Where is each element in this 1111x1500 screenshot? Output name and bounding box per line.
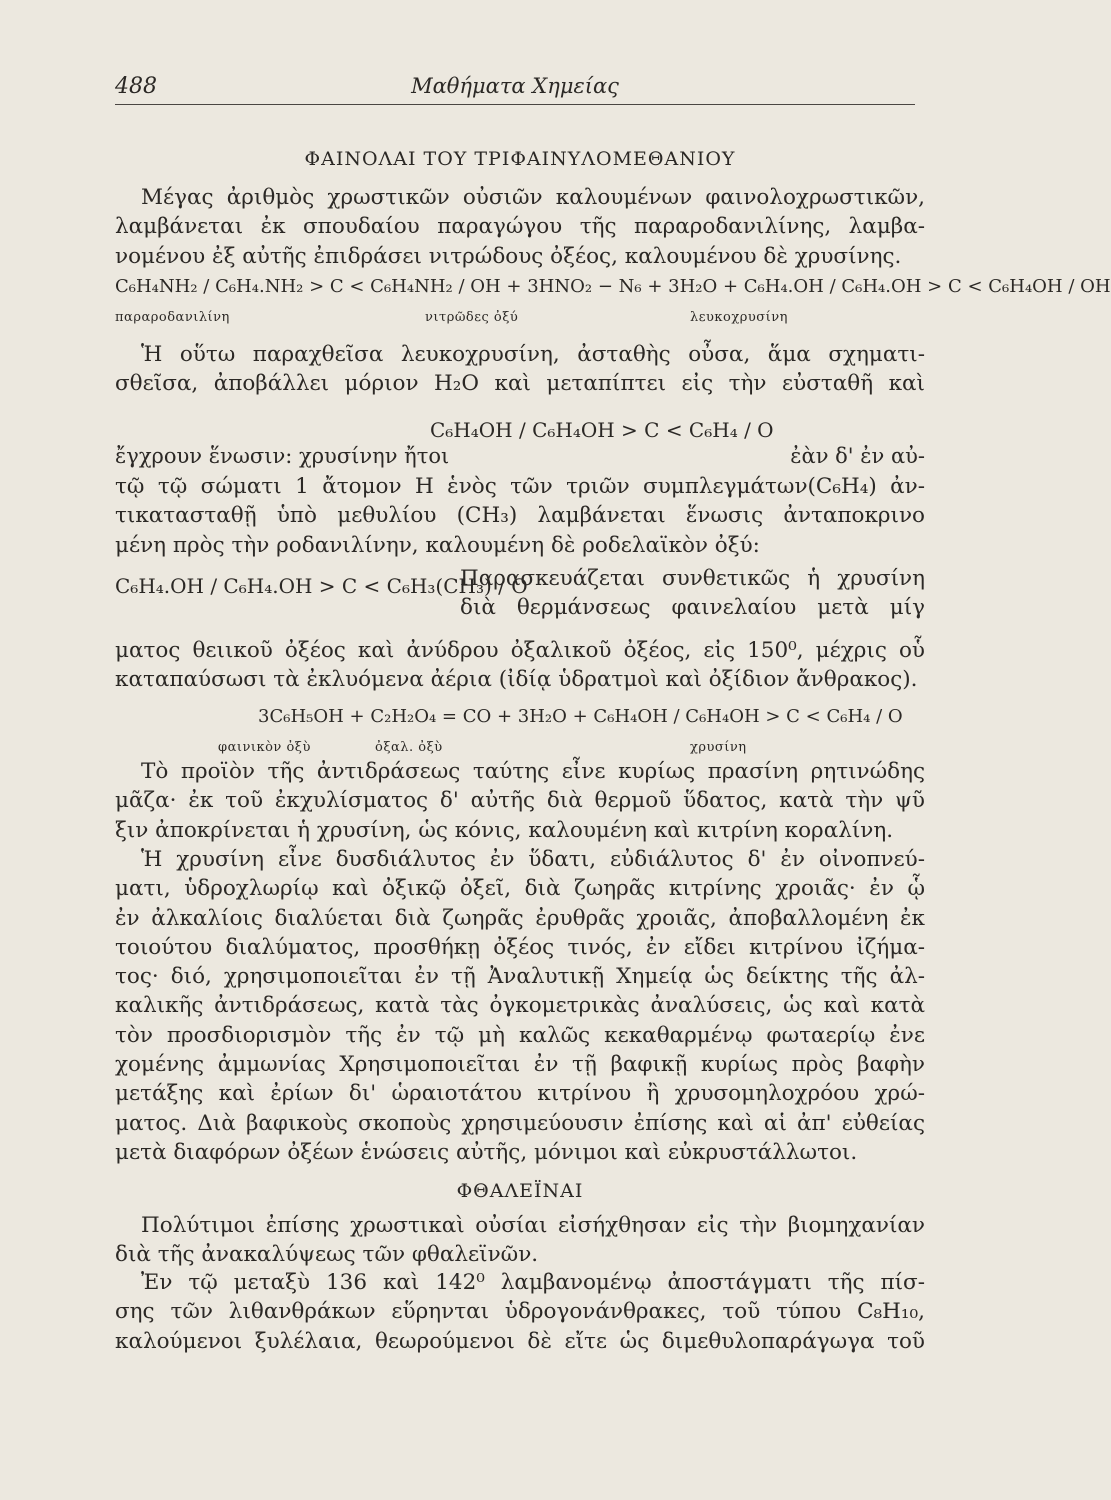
paragraph-leucochrysine bbox=[115, 340, 925, 399]
text-line: Πολύτιμοι ἐπίσης χρωστικαὶ οὐσίαι εἰσήχθησαν εἰς τὴν βιομηχανίαν bbox=[141, 1213, 925, 1238]
formula-label-leucochrysine: λευκοχρυσίνη bbox=[690, 310, 788, 325]
page-number: 488 bbox=[115, 74, 157, 99]
paragraph-properties bbox=[115, 845, 925, 1167]
text-line: ἐν ἀλκαλίοις διαλύεται διὰ ζωηρᾶς ἐρυθρᾶς χροιᾶς, ἀποβαλλομένη ἐκ bbox=[115, 905, 925, 931]
text-line: νομένου ἐξ αὐτῆς ἐπιδράσει νιτρώδους ὀξέος, καλουμένου δὲ χρυσίνης. bbox=[115, 243, 902, 269]
text-line: μετάξης καὶ ἐρίων δι' ὡραιοτάτου κιτρίνου ἢ χρυσομηλοχρόου χρώ- bbox=[115, 1081, 925, 1107]
paragraph-xylenes bbox=[115, 1268, 925, 1356]
text-line: ματος. Διὰ βαφικοὺς σκοποὺς χρησιμεύουσιν ἐπίσης καὶ αἱ ἀπ' εὐθείας bbox=[115, 1110, 925, 1136]
text-line: Παρασκευάζεται συνθετικῶς ἡ χρυσίνη bbox=[460, 566, 925, 591]
paragraph-product bbox=[115, 757, 925, 845]
section-heading-phthaleins: ΦΘΑΛΕΪΝΑΙ bbox=[456, 1180, 584, 1202]
text-line: ματι, ὑδροχλωρίῳ καὶ ὀξικῷ ὀξεῖ, διὰ ζωηρᾶς κιτρίνης χροιᾶς· ἐν ᾧ bbox=[115, 876, 925, 902]
section-heading-phenols: ΦΑΙΝΟΛΑΙ ΤΟΥ ΤΡΙΦΑΙΝΥΛΟΜΕΘΑΝΙΟΥ bbox=[304, 148, 736, 170]
text-line: μᾶζα· ἐκ τοῦ ἐκχυλίσματος δ' αὐτῆς διὰ θερμοῦ ὕδατος, κατὰ τὴν ψῦ bbox=[115, 788, 925, 814]
text-line: Μέγας ἀριθμὸς χρωστικῶν οὐσιῶν καλουμένων φαινολοχρωστικῶν, bbox=[141, 185, 925, 210]
text-line: Ἐν τῷ μεταξὺ 136 καὶ 142⁰ λαμβανομένῳ ἀποστάγματι τῆς πίσ- bbox=[141, 1270, 925, 1295]
text-line: σθεῖσα, ἀποβάλλει μόριον H₂O καὶ μεταπίπτει εἰς τὴν εὐσταθῆ καὶ bbox=[115, 371, 925, 397]
text-line: καλικῆς ἀντιδράσεως, κατὰ τὰς ὀγκομετρικὰς ἀναλύσεις, ὡς καὶ κατὰ bbox=[115, 993, 925, 1019]
paragraph-intro bbox=[115, 183, 925, 271]
paragraph-synthesis bbox=[115, 636, 925, 695]
text-line: σης τῶν λιθανθράκων εὕρηνται ὑδρογονάνθρακες, τοῦ τύπου C₈H₁₀, bbox=[115, 1299, 925, 1325]
paragraph-methyl-substitution bbox=[115, 472, 925, 560]
text-line: τοιούτου διαλύματος, προσθήκῃ ὀξέος τινός, ἐν εἴδει κιτρίνου ἰζήμα- bbox=[115, 934, 925, 960]
text-line: τὸν προσδιορισμὸν τῆς ἐν τῷ μὴ καλῶς κεκαθαρμένῳ φωταερίῳ ἐνε bbox=[115, 1022, 925, 1048]
text-line-continuation: ἐὰν δ' ἐν αὐ- bbox=[790, 444, 925, 468]
rosolic-acid-formula: C₆H₄.OH / C₆H₄.OH > C < C₆H₃(CH₃) / O bbox=[115, 574, 528, 598]
text-line: τικατασταθῇ ὑπὸ μεθυλίου (CH₃) λαμβάνεται ἕνωσις ἀνταποκρινο bbox=[115, 503, 925, 529]
formula-label-pararosaniline: παραροδανιλίνη bbox=[115, 310, 230, 325]
text-line: Ἡ χρυσίνη εἶνε δυσδιάλυτος ἐν ὕδατι, εὐδιάλυτος δ' ἐν οἰνοπνεύ- bbox=[141, 847, 925, 872]
text-line: καλούμενοι ξυλέλαια, θεωρούμενοι δὲ εἴτε ὡς διμεθυλοπαράγωγα τοῦ bbox=[115, 1328, 925, 1354]
text-line: μένη πρὸς τὴν ροδανιλίνην, καλουμένη δὲ ροδελαϊκὸν ὀξύ: bbox=[115, 532, 760, 558]
text-line: τῷ τῷ σώματι 1 ἄτομον H ἑνὸς τῶν τριῶν συμπλεγμάτων(C₆H₄) ἀν- bbox=[115, 474, 925, 499]
running-title: Μαθήματα Χημείας bbox=[411, 74, 619, 98]
formula-label-phenol: φαινικὸν ὀξὺ bbox=[218, 740, 311, 755]
text-synthesis-intro bbox=[460, 564, 925, 623]
chrysine-formula: C₆H₄OH / C₆H₄OH > C < C₆H₄ / O bbox=[430, 418, 774, 442]
text-line: διὰ τῆς ἀνακαλύψεως τῶν φθαλεϊνῶν. bbox=[115, 1242, 539, 1268]
reaction-formula-chrysine: 3C₆H₅OH + C₂H₂O₄ = CO + 3H₂O + C₆H₄OH / C₆H₄OH > C < C₆H₄ / O bbox=[258, 706, 903, 727]
running-header bbox=[115, 74, 915, 105]
text-line: λαμβάνεται ἐκ σπουδαίου παραγώγου τῆς παραροδανιλίνης, λαμβα- bbox=[115, 214, 925, 240]
text-line: τος· διό, χρησιμοποιεῖται ἐν τῇ Ἀναλυτικῇ Χημείᾳ ὡς δείκτης τῆς ἀλ- bbox=[115, 964, 925, 990]
text-line: διὰ θερμάνσεως φαινελαίου μετὰ μίγ bbox=[460, 595, 925, 621]
formula-label-nitrous-acid: νιτρῶδες ὀξύ bbox=[425, 310, 519, 325]
formula-label-oxalic-acid: ὀξαλ. ὀξὺ bbox=[375, 740, 443, 755]
text-line: καταπαύσωσι τὰ ἐκλυόμενα ἀέρια (ἰδίᾳ ὑδρατμοὶ καὶ ὀξίδιον ἄνθρακος). bbox=[115, 667, 918, 693]
text-line: ξιν ἀποκρίνεται ἡ χρυσίνη, ὡς κόνις, καλουμένη καὶ κιτρίνη κοραλίνη. bbox=[115, 817, 894, 843]
text-line: μετὰ διαφόρων ὀξέων ἑνώσεις αὐτῆς, μόνιμοι καὶ εὐκρυστάλλωτοι. bbox=[115, 1139, 858, 1165]
text-line-chrysine-intro: ἔγχρουν ἕνωσιν: χρυσίνην ἤτοι bbox=[115, 444, 450, 468]
reaction-formula-leucochrysine: C₆H₄NH₂ / C₆H₄.NH₂ > C < C₆H₄NH₂ / OH + 3HNO₂ − N₆ + 3H₂O + C₆H₄.OH / C₆H₄.OH > C < C₆H₄OH / OH bbox=[115, 276, 1111, 297]
paragraph-phthaleins-intro bbox=[115, 1211, 925, 1270]
formula-label-chrysine: χρυσίνη bbox=[690, 740, 747, 755]
text-line: χομένης ἀμμωνίας Χρησιμοποιεῖται ἐν τῇ βαφικῇ κυρίως πρὸς βαφὴν bbox=[115, 1052, 925, 1078]
text-line: ματος θειικοῦ ὀξέος καὶ ἀνύδρου ὀξαλικοῦ ὀξέος, εἰς 150⁰, μέχρις οὗ bbox=[115, 638, 925, 663]
text-line: Ἡ οὕτω παραχθεῖσα λευκοχρυσίνη, ἀσταθὴς οὖσα, ἅμα σχηματι- bbox=[141, 342, 925, 367]
text-line: Τὸ προϊὸν τῆς ἀντιδράσεως ταύτης εἶνε κυρίως πρασίνη ρητινώδης bbox=[141, 759, 925, 784]
